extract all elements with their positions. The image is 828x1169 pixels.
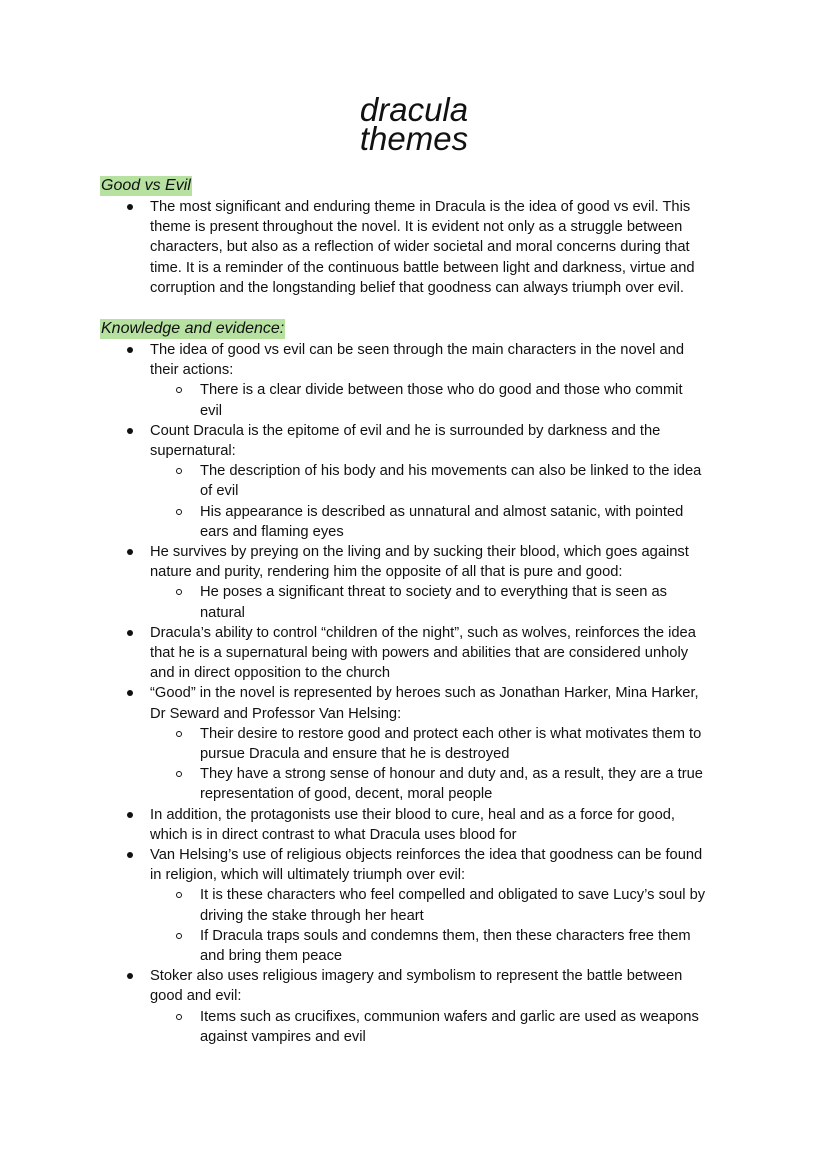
- bullet-text-line: theme is present throughout the novel. It is evident not only as a struggle between: [150, 219, 683, 236]
- sub-bullet-text-line: Items such as crucifixes, communion wafers and garlic are used as weapons: [200, 1008, 699, 1025]
- bullet-text-line: in religion, which will ultimately triumph over evil:: [150, 867, 466, 884]
- sub-bullet-circle: [176, 589, 182, 595]
- sub-bullet-text-line: Their desire to restore good and protect each other is what motivates them to: [200, 725, 702, 742]
- sub-bullet-text-line: natural: [200, 604, 245, 621]
- sub-bullet-text-line: His appearance is described as unnatural and almost satanic, with pointed: [200, 503, 684, 520]
- bullet-text-line: Dr Seward and Professor Van Helsing:: [150, 705, 402, 722]
- bullet-text-line: and in direct opposition to the church: [150, 665, 391, 682]
- sub-bullet-circle: [176, 387, 182, 393]
- bullet-text-line: Count Dracula is the epitome of evil and he is surrounded by darkness and the: [150, 422, 661, 439]
- sub-bullet-text-line: representation of good, decent, moral people: [200, 786, 493, 803]
- sub-bullet-text-line: evil: [200, 402, 223, 419]
- bullet-dot: [127, 973, 133, 979]
- sub-bullet-text-line: and bring them peace: [200, 948, 343, 964]
- page-title-line-2: themes: [359, 120, 469, 157]
- bullet-text-line: The most significant and enduring theme in Dracula is the idea of good vs evil. This: [150, 199, 691, 215]
- sub-bullet-circle: [176, 771, 182, 777]
- bullet-text-line: nature and purity, rendering him the opposite of all that is pure and good:: [150, 564, 623, 581]
- sub-bullet-text-line: He poses a significant threat to society and to everything that is seen as: [200, 584, 668, 601]
- bullet-text-line: that he is a supernatural being with powers and abilities that are considered unholy: [150, 645, 689, 661]
- sub-bullet-circle: [176, 468, 182, 474]
- sub-bullet-text-line: It is these characters who feel compelled and obligated to save Lucy’s soul by: [200, 887, 706, 904]
- bullet-dot: [127, 204, 133, 210]
- sub-bullet-text-line: against vampires and evil: [200, 1028, 366, 1045]
- bullet-text-line: He survives by preying on the living and by sucking their blood, which goes against: [150, 544, 689, 560]
- bullet-dot: [127, 428, 133, 434]
- bullet-dot: [127, 347, 133, 353]
- bullet-text-line: “Good” in the novel is represented by heroes such as Jonathan Harker, Mina Harker,: [150, 685, 699, 702]
- sub-bullet-text-line: ears and flaming eyes: [200, 523, 344, 540]
- bullet-dot: [127, 812, 133, 818]
- bullet-text-line: Van Helsing’s use of religious objects reinforces the idea that goodness can be found: [150, 847, 703, 863]
- sub-bullet-circle: [176, 1014, 182, 1020]
- sub-bullet-text-line: If Dracula traps souls and condemns them, then these characters free them: [200, 927, 691, 944]
- sub-bullet-circle: [176, 731, 182, 737]
- bullet-text-line: The idea of good vs evil can be seen through the main characters in the novel and: [150, 342, 684, 358]
- bullet-text-line: their actions:: [150, 362, 234, 379]
- sub-bullet-text-line: They have a strong sense of honour and duty and, as a result, they are a true: [200, 766, 703, 783]
- sub-bullet-text-line: pursue Dracula and ensure that he is destroyed: [200, 746, 510, 762]
- bullet-text-line: Dracula’s ability to control “children of the night”, such as wolves, reinforces the idea: [150, 624, 696, 641]
- sub-bullet-text-line: of evil: [200, 483, 239, 500]
- bullet-text-line: which is in direct contrast to what Dracula uses blood for: [150, 826, 517, 843]
- sub-bullet-circle: [176, 933, 182, 939]
- sub-bullet-text-line: There is a clear divide between those who do good and those who commit: [200, 382, 683, 399]
- bullet-dot: [127, 852, 133, 858]
- bullet-dot: [127, 630, 133, 636]
- bullet-text-line: corruption and the longstanding belief that goodness can always triumph over evil.: [150, 279, 684, 296]
- bullet-text-line: Stoker also uses religious imagery and symbolism to represent the battle between: [150, 968, 683, 985]
- bullet-text-line: characters, but also as a reflection of wider societal and moral concerns during that: [150, 239, 690, 256]
- bullet-text-line: supernatural:: [150, 443, 236, 459]
- bullet-text-line: In addition, the protagonists use their blood to cure, heal and as a force for good,: [150, 806, 676, 823]
- sub-bullet-text-line: driving the stake through her heart: [200, 907, 424, 924]
- section-heading-good-vs-evil: Good vs Evil: [101, 177, 191, 194]
- sub-bullet-text-line: The description of his body and his movements can also be linked to the idea: [200, 463, 702, 480]
- bullet-text-line: good and evil:: [150, 988, 242, 1005]
- bullet-dot: [127, 690, 133, 696]
- page-title-line-1: dracula: [359, 91, 469, 128]
- sub-bullet-circle: [176, 509, 182, 515]
- bullet-text-line: time. It is a reminder of the continuous battle between light and darkness, virtue and: [150, 259, 695, 276]
- sub-bullet-circle: [176, 892, 182, 898]
- section-heading-knowledge-and-evidence: Knowledge and evidence:: [101, 320, 285, 337]
- bullet-dot: [127, 549, 133, 555]
